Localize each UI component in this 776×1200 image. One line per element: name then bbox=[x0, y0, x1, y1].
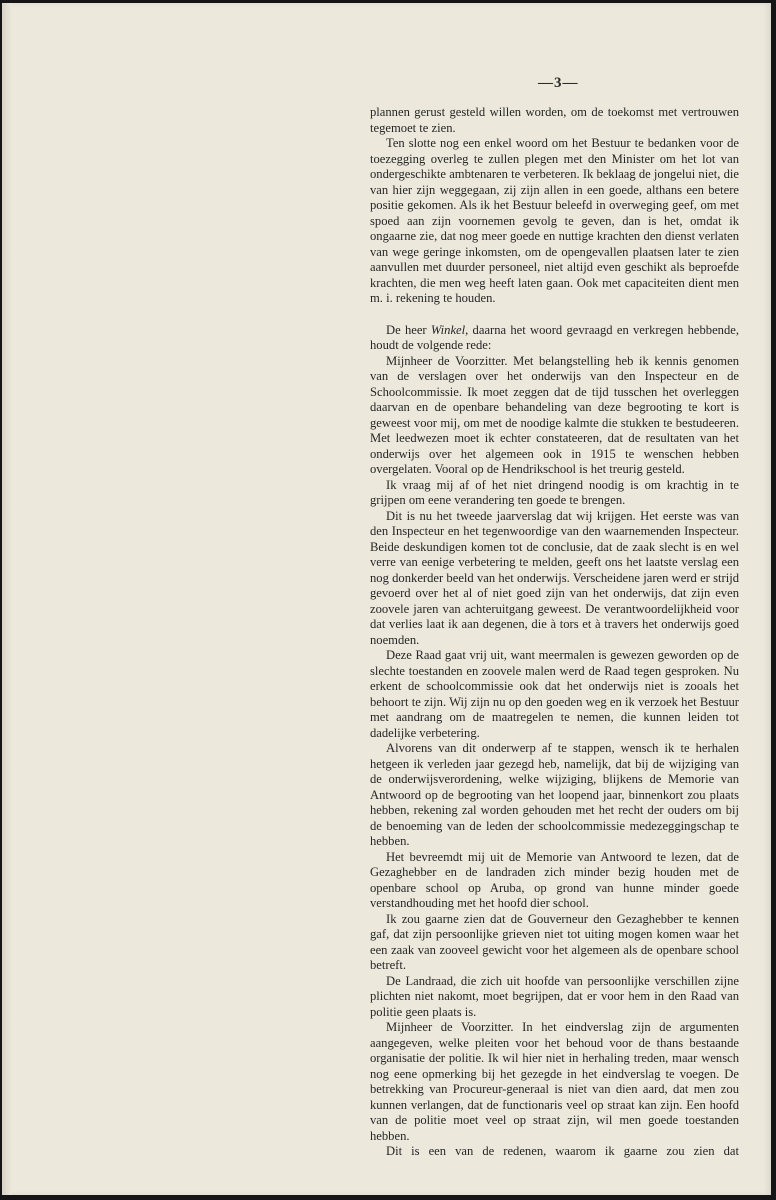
speaker-name: Winkel bbox=[430, 322, 466, 337]
paragraph: plannen gerust gesteld willen worden, om de toekomst met vertrouwen tegemoet te zien. bbox=[370, 105, 739, 135]
page-gutter-shadow bbox=[2, 3, 12, 1195]
paragraph: Het bevreemdt mij uit de Memorie van Antwoord te lezen, dat de Gezaghebber en de landraden zich minder bezig houden met de openbare school op Aruba, op grond van hunne minder goede verstandhouding met het hoofd dier school. bbox=[370, 849, 739, 910]
paragraph: De Landraad, die zich uit hoofde van persoonlijke verschillen zijne plichten niet nakomt, moet begrijpen, dat er voor hem in den Raad van politie geen plaats is. bbox=[370, 973, 739, 1019]
paragraph: Ik zou gaarne zien dat de Gouverneur den Gezaghebber te kennen gaf, dat zijn persoonlijke grieven niet tot uiting mogen komen waar het een zaak van zooveel gewicht voor het algemeen als de openbare school betreft. bbox=[370, 911, 739, 972]
document-page bbox=[2, 3, 771, 1195]
body-text bbox=[370, 105, 739, 1160]
paragraph: Alvorens van dit onderwerp af te stappen, wensch ik te herhalen hetgeen ik verleden jaar gezegd heb, namelijk, dat bij de wijziging van de onderwijsverordening, welke wijziging, blijkens de Memorie van Antwoord op de begrooting van het loopend jaar, binnenkort zou plaats hebben, rekening zal worden gehouden met het recht der ouders om bij de benoeming van de leden der schoolcommissie medezeggingschap te hebben. bbox=[370, 741, 739, 848]
paragraph: Ten slotte nog een enkel woord om het Bestuur te bedanken voor de toezegging overleg te zullen plegen met den Minister om het lot van ondergeschikte ambtenaren te verbeteren. Ik beklaag de jongelui niet, die van hier zijn weggegaan, zij zijn allen in een goede, althans een betere positie gekomen. Als ik het Bestuur beleefd in overweging geef, om met spoed aan zijn voornemen gevolg te geven, dan is het, omdat ik ongaarne zie, dat nog meer goede en nuttige krachten den dienst verlaten van wege geringe inkomsten, om de opengevallen plaatsen later te zien aanvullen met duurder personeel, niet altijd even geschikt als beproefde krachten, die men weg heeft laten gaan. Ook met capaciteiten dient men m. i. rekening te houden. bbox=[370, 136, 739, 305]
paragraph: Dit is nu het tweede jaarverslag dat wij krijgen. Het eerste was van den Inspecteur en het tegenwoordige van den waarnemenden Inspecteur. Beide deskundigen komen tot de conclusie, dat de zaak slecht is en wel verre van eenige verbetering te melden, geeft ons het laatste verslag een nog donkerder beeld van het onderwijs. Verscheidene jaren werd er strijd gevoerd over het al of niet goed zijn van het onderwijs, dat zijn even zoovele jaren van achteruitgang geweest. De verantwoordelijkheid voor dat verlies laat ik aan degenen, die à tors et à travers het onderwijs goed noemden. bbox=[370, 508, 739, 647]
paragraph: Dit is een van de redenen, waarom ik gaarne zou zien dat bbox=[386, 1144, 739, 1158]
paragraph: Deze Raad gaat vrij uit, want meermalen is gewezen geworden op de slechte toestanden en zoovele malen werd de Raad tegen gesproken. Nu erkent de schoolcommissie ook dat het onderwijs niet is zooals het behoort te zijn. Wij zijn nu op den goeden weg en ik verzoek het Bestuur met aandrang om de maatregelen te nemen, die kunnen leiden tot dadelijke verbetering. bbox=[370, 648, 739, 740]
paragraph: Ik vraag mij af of het niet dringend noodig is om krachtig in te grijpen om eene verandering ten goede te brengen. bbox=[370, 477, 739, 507]
paragraph: Mijnheer de Voorzitter. In het eindverslag zijn de argumenten aangegeven, welke pleiten voor het behoud voor de thans bestaande organisatie der politie. Ik wil hier niet in herhaling treden, maar wensch nog eene opmerking bij het gezegde in het eindverslag te voegen. De betrekking van Procureur-generaal is niet van dien aard, dat men zou kunnen verlangen, dat de functionaris veel op straat kan zijn. Een hoofd van de politie moet veel op straat zijn, wil men goede toestanden hebben. bbox=[370, 1020, 739, 1143]
page-number: —3— bbox=[538, 75, 579, 91]
paragraph: Mijnheer de Voorzitter. Met belangstelling heb ik kennis genomen van de verslagen over het onderwijs van den Inspecteur en de Schoolcommissie. Ik moet zeggen dat de tijd tusschen het overleggen daarvan en de openbare behandeling van deze begrooting te kort is geweest voor mij, om met de noodige kalmte die stukken te bestudeeren. Met leedwezen moet ik echter constateeren, dat de resultaten van het onderwijs over het algemeen ook in 1915 te wenschen hebben overgelaten. Vooral op de Hendrikschool is het treurig gesteld. bbox=[370, 353, 739, 476]
paragraph-speaker-intro: De heer Winkel, daarna het woord gevraagd en verkregen hebbende, houdt de volgende rede: bbox=[370, 322, 740, 352]
